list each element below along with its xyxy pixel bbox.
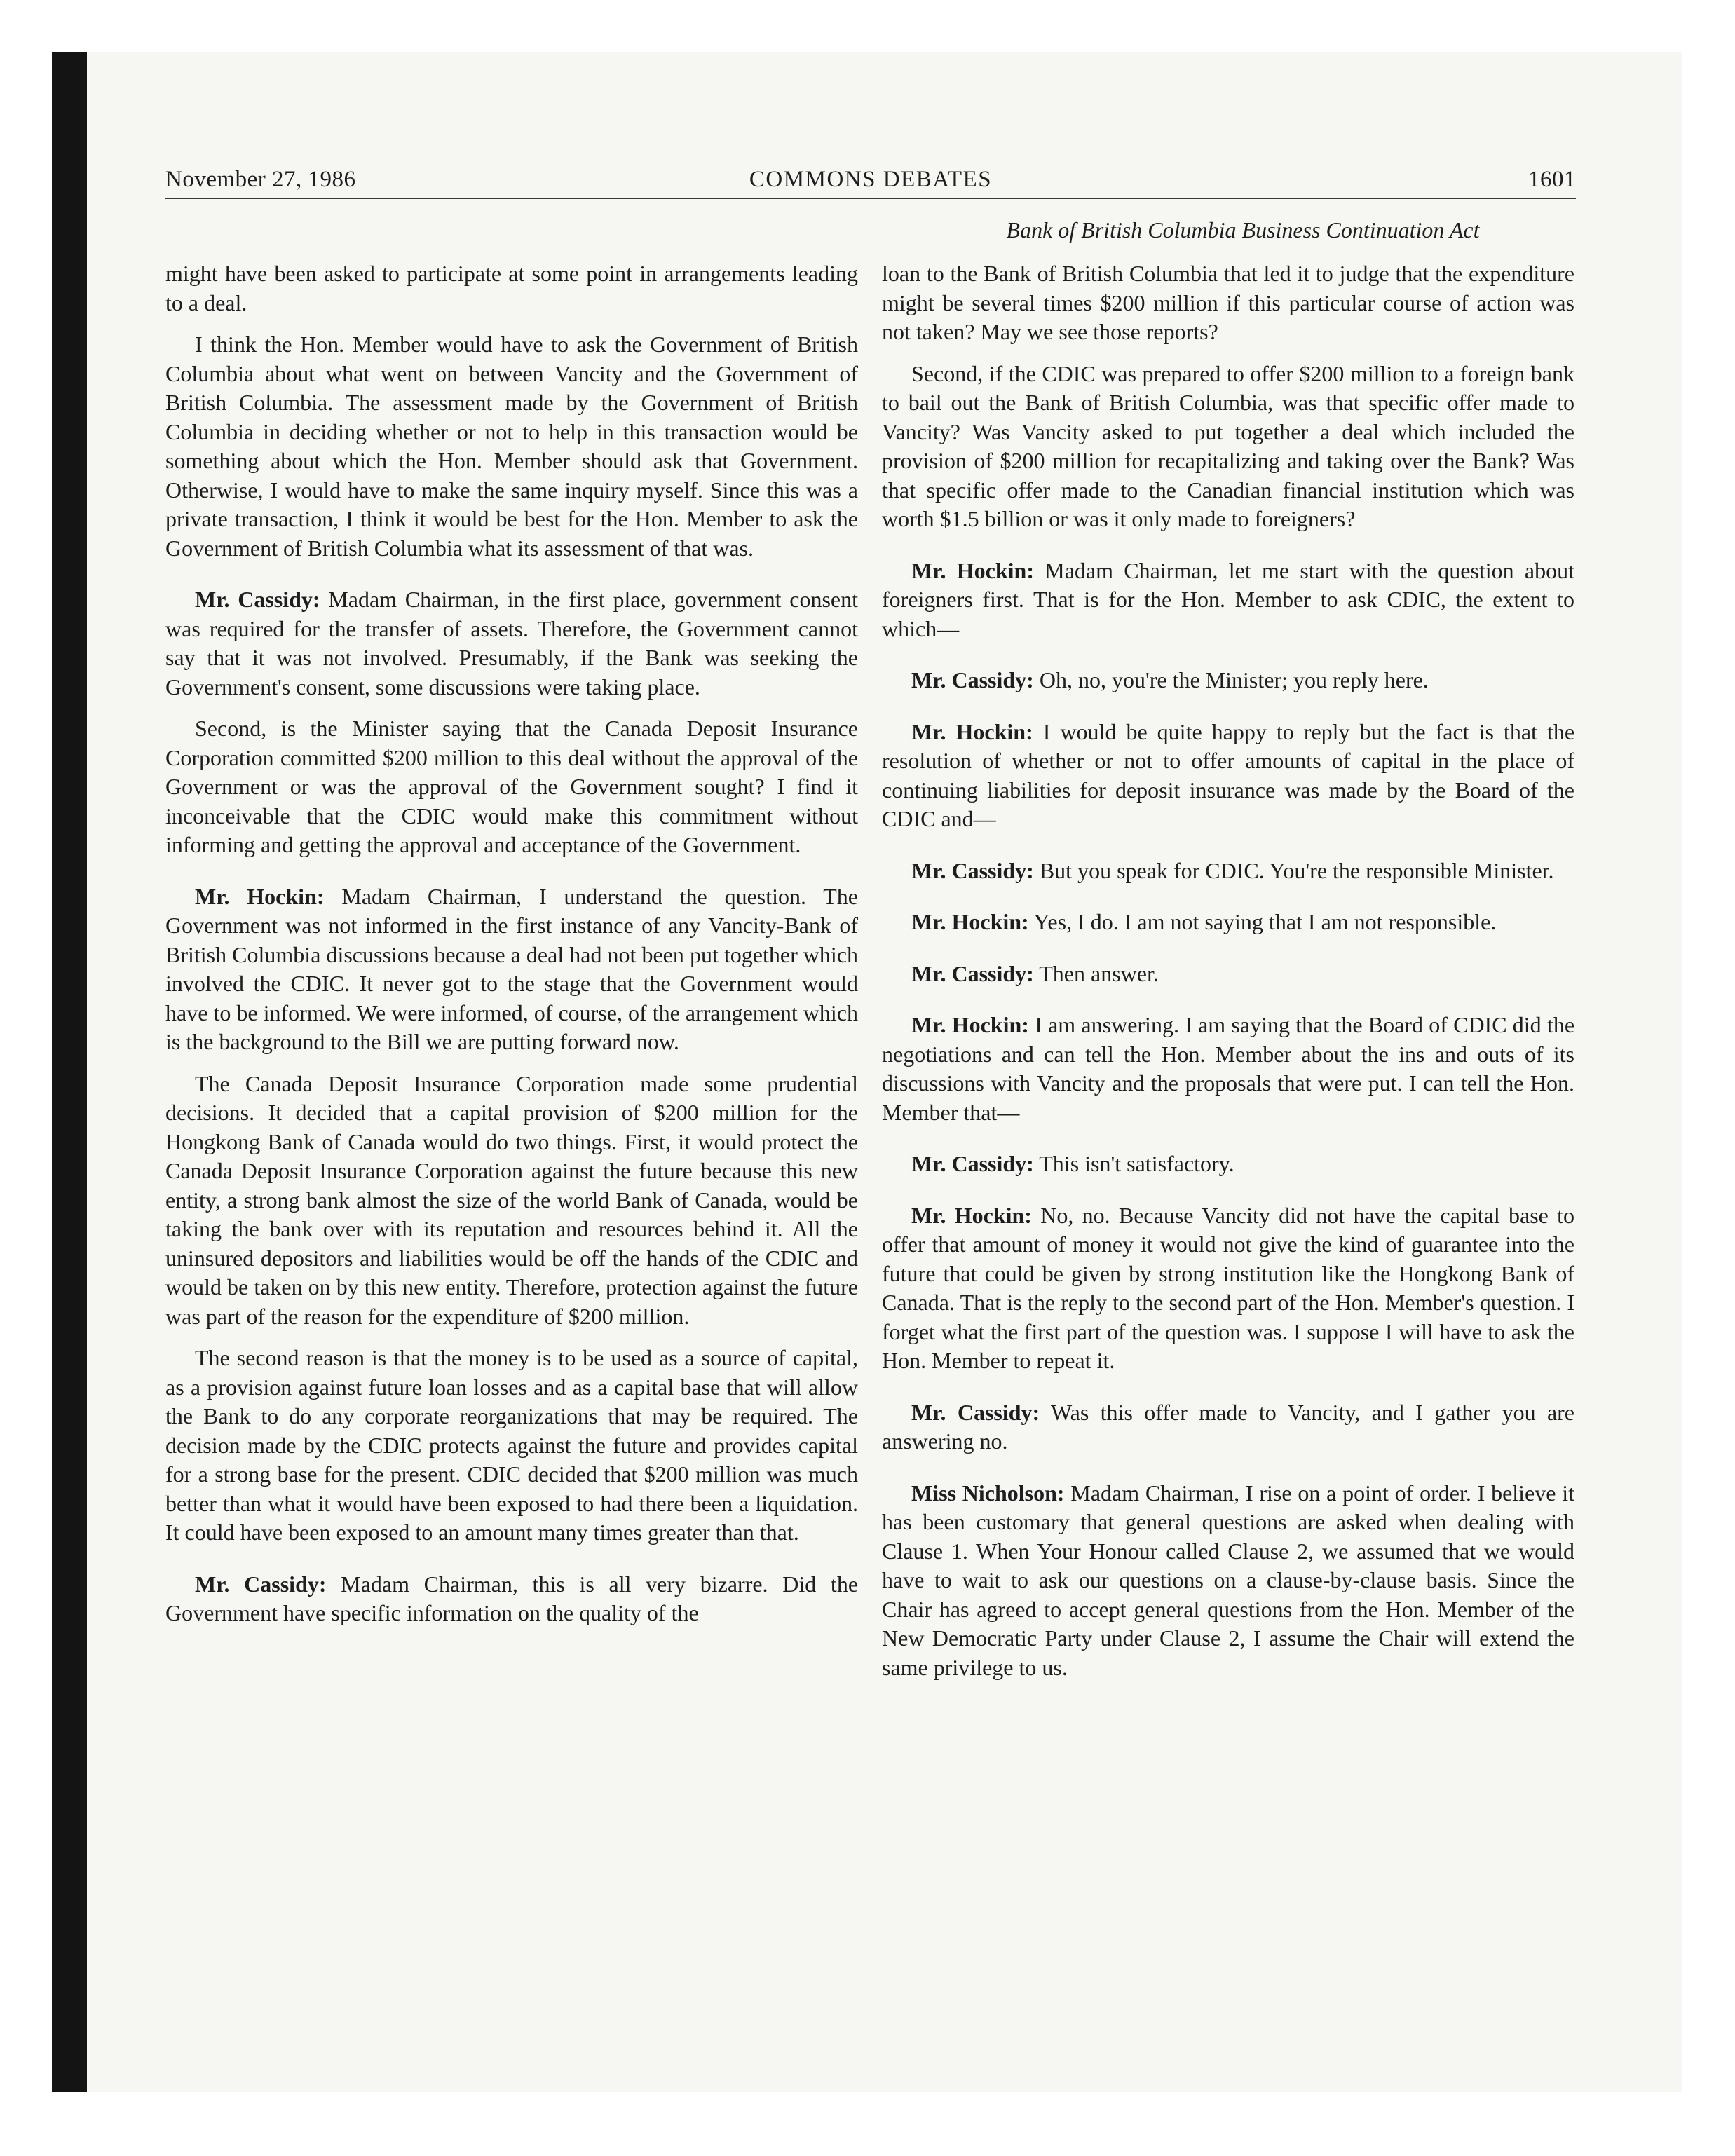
left-column [165,259,858,1641]
paragraph-text: Madam Chairman, in the first place, government consent was required for the transfer of assets. Therefore, the Government cannot say that it was not involved. Presumably, if the Bank was seeking the Government's consent, some discussions were taking place. [165,587,858,700]
paragraph-text: Second, if the CDIC was prepared to offer $200 million to a foreign bank to bail out the Bank of British Columbia, was that specific offer made to Vancity? Was Vancity asked to put together a deal which included the provision of $200 million for recapitalizing and taking over the Bank? Was that specific offer made to the Canadian financial institution which was worth $1.5 billion or was it only made to foreigners? [882,360,1574,531]
paragraph-text: The second reason is that the money is to be used as a source of capital, as a provision against future loan losses and as a capital base that will allow the Bank to do any corporate reorganizations that may be required. The decision made by the CDIC protects against the future and provides capital for a strong base for the present. CDIC decided that $200 million was much better than what it would have been exposed to had there been a liquidation. It could have been exposed to an amount many times greater than that. [165,1345,858,1545]
speaker-name: Mr. Hockin: [911,909,1029,934]
speaker-name: Mr. Hockin: [911,1202,1032,1228]
running-header [165,165,1576,193]
paragraph [882,1201,1574,1376]
right-column [882,259,1574,1695]
header-rule [165,198,1576,199]
paragraph [882,1479,1574,1683]
speaker-name: Miss Nicholson: [911,1480,1065,1506]
speaker-name: Mr. Hockin: [911,1012,1029,1037]
paragraph [882,557,1574,644]
scan-edge-bar [52,52,87,2092]
paragraph-text: Madam Chairman, I rise on a point of order. I believe it has been customary that general questions are asked when dealing with Clause 1. When Your Honour called Clause 2, we assumed that we would have to wait to ask our questions on a clause-by-clause basis. Since the Chair has agreed to accept general questions from the Hon. Member of the New Democratic Party under Clause 2, I assume the Chair will extend the same privilege to us. [882,1480,1575,1680]
paragraph [165,882,858,1057]
speaker-name: Mr. Cassidy: [911,1151,1034,1176]
paragraph [165,259,858,318]
speaker-name: Mr. Cassidy: [911,667,1034,692]
speaker-name: Mr. Hockin: [195,883,325,909]
paragraph [882,960,1574,989]
speaker-name: Mr. Cassidy: [195,1571,327,1597]
speaker-name: Mr. Hockin: [911,718,1033,744]
paragraph-text: Was this offer made to Vancity, and I gather you are answering no. [882,1399,1575,1454]
paragraph-text: Then answer. [1039,960,1159,986]
speaker-name: Mr. Cassidy: [911,1399,1040,1425]
paragraph [882,857,1574,886]
paragraph [882,360,1574,534]
paragraph-text: I think the Hon. Member would have to ask the Government of British Columbia about what went on between Vancity and the Government of British Columbia. The assessment made by the Government of British Columbia in deciding whether or not to help in this transaction would be something about which the Hon. Member should ask that Government. Otherwise, I would have to make the same inquiry myself. Since this was a private transaction, I think it would be best for the Hon. Member to ask the Government of British Columbia what its assessment of that was. [165,332,858,561]
paragraph [882,1149,1574,1179]
paragraph-text: But you speak for CDIC. You're the responsible Minister. [1039,857,1554,883]
paragraph [882,908,1574,937]
section-subheading: Bank of British Columbia Business Continuation Act [1006,217,1480,243]
header-date: November 27, 1986 [165,167,356,192]
header-page-number: 1601 [1528,167,1576,192]
paragraph [165,330,858,563]
paragraph-text: might have been asked to participate at some point in arrangements leading to a deal. [165,261,858,315]
paragraph-text: This isn't satisfactory. [1039,1151,1234,1176]
speaker-name: Mr. Hockin: [911,557,1034,583]
paragraph-text: The Canada Deposit Insurance Corporation made some prudential decisions. It decided that a capital provision of $200 million for the Hongkong Bank of Canada would do two things. First, it would protect the Canada Deposit Insurance Corporation against the future because this new entity, a strong bank almost the size of the world Bank of Canada, would be taking the bank over with its reputation and resources behind it. All the uninsured depositors and liabilities would be off the hands of the CDIC and would be taken on by this new entity. Therefore, protection against the future was part of the reason for the expenditure of $200 million. [165,1070,858,1329]
paragraph-text: Madam Chairman, let me start with the question about foreigners first. That is for the Hon. Member to ask CDIC, the extent to which— [882,557,1575,641]
speaker-name: Mr. Cassidy: [911,857,1034,883]
paragraph-text: loan to the Bank of British Columbia that led it to judge that the expenditure might be several times $200 million if this particular course of action was not taken? May we see those reports? [882,261,1574,344]
paragraph-text: Oh, no, you're the Minister; you reply here. [1039,667,1429,692]
paragraph [165,585,858,702]
paragraph-text: Yes, I do. I am not saying that I am not responsible. [1033,909,1497,934]
paragraph [165,1070,858,1332]
paragraph-text: Madam Chairman, this is all very bizarre. Did the Government have specific information on the quality of the [165,1571,859,1625]
paragraph [165,1344,858,1548]
paragraph [882,718,1574,834]
paragraph-text: Madam Chairman, I understand the question. The Government was not informed in the first instance of any Vancity-Bank of British Columbia discussions because a deal had not been put together which involved the CDIC. It never got to the stage that the Government would have to be informed. We were informed, of course, of the arrangement which is the background to the Bill we are putting forward now. [165,883,859,1054]
paragraph [165,714,858,860]
paragraph-text: No, no. Because Vancity did not have the capital base to offer that amount of money it would not give the kind of guarantee into the future that could be given by strong institution like the Hongkong Bank of Canada. That is the reply to the second part of the Hon. Member's question. I forget what the first part of the question was. I suppose I will have to ask the Hon. Member to repeat it. [882,1202,1575,1373]
paragraph-text: Second, is the Minister saying that the Canada Deposit Insurance Corporation committed $200 million to this deal without the approval of the Government or was the approval of the Government sought? I find it inconceivable that the CDIC would make this commitment without informing and getting the approval and acceptance of the Government. [165,716,858,857]
paragraph [882,666,1574,695]
header-title: COMMONS DEBATES [749,167,993,192]
paragraph-text: I am answering. I am saying that the Board of CDIC did the negotiations and can tell the Hon. Member about the ins and outs of its discussions with Vancity and the proposals that were put. I can tell the Hon. Member that— [882,1012,1575,1125]
speaker-name: Mr. Cassidy: [911,960,1034,986]
paragraph [882,259,1574,347]
paragraph [165,1570,858,1628]
paragraph-text: I would be quite happy to reply but the fact is that the resolution of whether or not to offer amounts of capital in the place of continuing liabilities for deposit insurance was made by the Board of the CDIC and— [882,718,1575,831]
speaker-name: Mr. Cassidy: [195,587,320,612]
paragraph [882,1011,1574,1127]
paragraph [882,1398,1574,1456]
